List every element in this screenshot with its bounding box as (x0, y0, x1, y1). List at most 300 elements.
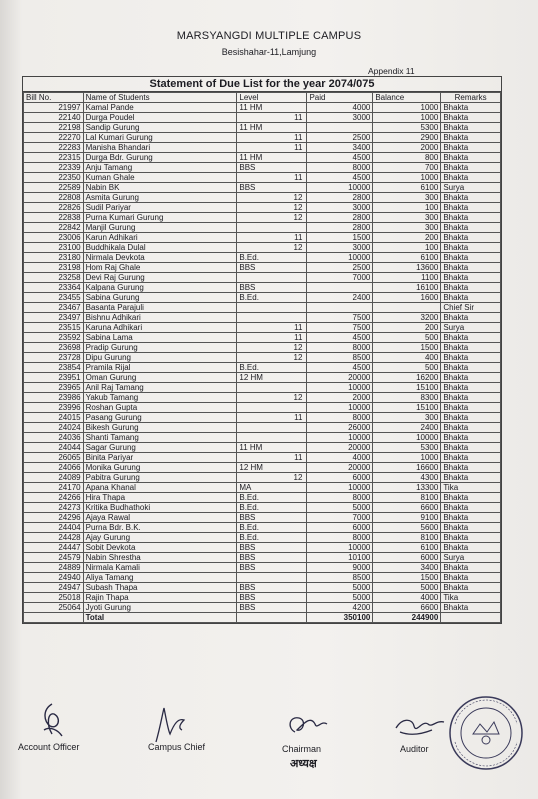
remarks-cell: Bhakta (441, 493, 501, 503)
table-row (24, 513, 501, 523)
level-cell (237, 273, 307, 283)
level-cell (237, 223, 307, 233)
remarks-cell: Bhakta (441, 203, 501, 213)
level-cell (237, 113, 307, 123)
paid-cell: 26000 (307, 423, 373, 433)
table-row (24, 523, 501, 533)
remarks-cell: Surya (441, 323, 501, 333)
student-name-cell: Nirmala Devkota (83, 253, 237, 263)
remarks-cell: Bhakta (441, 503, 501, 513)
balance-cell: 1500 (373, 343, 441, 353)
level-number: 12 (293, 243, 303, 252)
bill-no-cell: 24428 (24, 533, 84, 543)
balance-cell: 100 (373, 243, 441, 253)
student-name-cell: Hira Thapa (83, 493, 237, 503)
table-row (24, 273, 501, 283)
paid-cell: 10000 (307, 403, 373, 413)
table-row (24, 463, 501, 473)
balance-cell: 5300 (373, 123, 441, 133)
col-balance: Balance (373, 93, 441, 103)
bill-no-cell: 23951 (24, 373, 84, 383)
bill-no-cell: 24940 (24, 573, 84, 583)
balance-cell: 200 (373, 233, 441, 243)
student-name-cell: Karuna Adhikari (83, 323, 237, 333)
student-name-cell: Kuman Ghale (83, 173, 237, 183)
remarks-cell: Tika (441, 483, 501, 493)
table-row (24, 543, 501, 553)
paid-cell: 5000 (307, 593, 373, 603)
level-cell (237, 193, 307, 203)
remarks-cell: Bhakta (441, 253, 501, 263)
paid-cell: 10000 (307, 433, 373, 443)
level-number: 12 (293, 193, 303, 202)
remarks-cell: Bhakta (441, 333, 501, 343)
paid-cell: 20000 (307, 373, 373, 383)
bill-no-cell: 25018 (24, 593, 84, 603)
student-name-cell: Sudil Pariyar (83, 203, 237, 213)
balance-cell: 400 (373, 353, 441, 363)
paid-cell: 3400 (307, 143, 373, 153)
paid-cell: 2800 (307, 193, 373, 203)
paid-cell: 8000 (307, 493, 373, 503)
balance-cell: 9100 (373, 513, 441, 523)
table-row (24, 393, 501, 403)
level-cell (237, 143, 307, 153)
paid-cell: 10100 (307, 553, 373, 563)
col-bill-no: Bill No. (24, 93, 84, 103)
student-name-cell: Roshan Gupta (83, 403, 237, 413)
bill-no-cell: 22842 (24, 223, 84, 233)
student-name-cell: Bishnu Adhikari (83, 313, 237, 323)
bill-no-cell: 23996 (24, 403, 84, 413)
student-name-cell: Kalpana Gurung (83, 283, 237, 293)
student-name-cell: Durga Bdr. Gurung (83, 153, 237, 163)
student-name-cell: Nabin BK (83, 183, 237, 193)
bill-no-cell: 24036 (24, 433, 84, 443)
auditor-label: Auditor (400, 744, 429, 754)
paid-cell: 7500 (307, 323, 373, 333)
remarks-cell: Chief Sir (441, 303, 501, 313)
table-row (24, 203, 501, 213)
student-name-cell: Pramila Rijal (83, 363, 237, 373)
bill-no-cell: 22350 (24, 173, 84, 183)
balance-cell: 16100 (373, 283, 441, 293)
table-row (24, 223, 501, 233)
total-remarks-cell (441, 613, 501, 623)
bill-no-cell: 22808 (24, 193, 84, 203)
level-cell: 11 HM (237, 123, 307, 133)
table-row (24, 383, 501, 393)
balance-cell: 2400 (373, 423, 441, 433)
level-cell: BBS (237, 583, 307, 593)
level-cell: 12 HM (237, 373, 307, 383)
bill-no-cell: 22315 (24, 153, 84, 163)
level-number: 11 (294, 113, 303, 122)
bill-no-cell: 22140 (24, 113, 84, 123)
balance-cell: 6100 (373, 543, 441, 553)
paid-cell: 4500 (307, 173, 373, 183)
level-cell: B.Ed. (237, 533, 307, 543)
bill-no-cell: 23728 (24, 353, 84, 363)
bill-no-cell: 24024 (24, 423, 84, 433)
remarks-cell: Bhakta (441, 273, 501, 283)
table-row (24, 263, 501, 273)
table-row (24, 103, 501, 113)
paid-cell: 8000 (307, 163, 373, 173)
paid-cell: 10000 (307, 543, 373, 553)
remarks-cell: Bhakta (441, 463, 501, 473)
remarks-cell: Bhakta (441, 163, 501, 173)
balance-cell: 8300 (373, 393, 441, 403)
table-row (24, 593, 501, 603)
balance-cell: 10000 (373, 433, 441, 443)
paid-cell: 6000 (307, 523, 373, 533)
paid-cell: 9000 (307, 563, 373, 573)
balance-cell: 1000 (373, 103, 441, 113)
total-bill-cell (24, 613, 84, 623)
balance-cell: 3200 (373, 313, 441, 323)
bill-no-cell: 24296 (24, 513, 84, 523)
bill-no-cell: 24447 (24, 543, 84, 553)
bill-no-cell: 23364 (24, 283, 84, 293)
bill-no-cell: 24066 (24, 463, 84, 473)
balance-cell: 4300 (373, 473, 441, 483)
student-name-cell: Pasang Gurung (83, 413, 237, 423)
balance-cell: 6100 (373, 253, 441, 263)
level-cell (237, 423, 307, 433)
level-cell: 12 HM (237, 463, 307, 473)
remarks-cell: Bhakta (441, 153, 501, 163)
student-name-cell: Aliya Tamang (83, 573, 237, 583)
balance-cell: 2900 (373, 133, 441, 143)
statement-title: Statement of Due List for the year 2074/075 (23, 77, 501, 92)
balance-cell: 5000 (373, 583, 441, 593)
table-row (24, 553, 501, 563)
remarks-cell: Tika (441, 593, 501, 603)
level-number: 12 (293, 343, 303, 352)
auditor-signature-icon (392, 712, 447, 740)
bill-no-cell: 22589 (24, 183, 84, 193)
paid-cell: 1500 (307, 233, 373, 243)
balance-cell: 16600 (373, 463, 441, 473)
level-number: 12 (293, 213, 303, 222)
balance-cell (373, 303, 441, 313)
student-name-cell: Nabin Shrestha (83, 553, 237, 563)
level-cell: 11 HM (237, 443, 307, 453)
table-row (24, 473, 501, 483)
student-name-cell: Durga Poudel (83, 113, 237, 123)
level-cell (237, 243, 307, 253)
table-row (24, 183, 501, 193)
col-name: Name of Students (83, 93, 237, 103)
student-name-cell: Oman Gurung (83, 373, 237, 383)
remarks-cell: Bhakta (441, 533, 501, 543)
table-row (24, 353, 501, 363)
level-cell: 11 HM (237, 103, 307, 113)
balance-cell: 8100 (373, 533, 441, 543)
level-number: 11 (294, 173, 303, 182)
student-name-cell: Hom Raj Ghale (83, 263, 237, 273)
paid-cell: 3000 (307, 113, 373, 123)
remarks-cell: Bhakta (441, 113, 501, 123)
total-label: Total (83, 613, 237, 623)
level-cell (237, 313, 307, 323)
remarks-cell: Bhakta (441, 583, 501, 593)
remarks-cell: Bhakta (441, 133, 501, 143)
bill-no-cell: 22838 (24, 213, 84, 223)
level-cell: BBS (237, 283, 307, 293)
table-row (24, 503, 501, 513)
balance-cell: 16200 (373, 373, 441, 383)
account-officer-label: Account Officer (18, 742, 80, 752)
level-cell: B.Ed. (237, 523, 307, 533)
table-row (24, 443, 501, 453)
balance-cell: 1000 (373, 453, 441, 463)
paid-cell: 2500 (307, 263, 373, 273)
table-header-row (24, 93, 501, 103)
level-number: 12 (293, 393, 303, 402)
bill-no-cell: 23180 (24, 253, 84, 263)
bill-no-cell: 24273 (24, 503, 84, 513)
remarks-cell: Bhakta (441, 423, 501, 433)
balance-cell: 500 (373, 363, 441, 373)
bill-no-cell: 23698 (24, 343, 84, 353)
remarks-cell: Bhakta (441, 413, 501, 423)
table-row (24, 173, 501, 183)
level-cell: 11 HM (237, 153, 307, 163)
remarks-cell: Bhakta (441, 383, 501, 393)
remarks-cell: Bhakta (441, 213, 501, 223)
account-officer-signature-icon (38, 700, 68, 740)
col-remarks: Remarks (441, 93, 501, 103)
bill-no-cell: 24404 (24, 523, 84, 533)
table-row (24, 253, 501, 263)
paid-cell: 4200 (307, 603, 373, 613)
level-number: 11 (294, 233, 303, 242)
level-cell (237, 573, 307, 583)
student-name-cell: Kamal Pande (83, 103, 237, 113)
balance-cell: 6100 (373, 183, 441, 193)
remarks-cell: Bhakta (441, 233, 501, 243)
bill-no-cell: 24044 (24, 443, 84, 453)
remarks-cell: Surya (441, 553, 501, 563)
paid-cell: 4500 (307, 333, 373, 343)
level-number: 11 (294, 453, 303, 462)
remarks-cell: Bhakta (441, 343, 501, 353)
bill-no-cell: 24889 (24, 563, 84, 573)
bill-no-cell: 25064 (24, 603, 84, 613)
table-row (24, 193, 501, 203)
table-row (24, 373, 501, 383)
bill-no-cell: 23986 (24, 393, 84, 403)
balance-cell: 1500 (373, 573, 441, 583)
balance-cell: 1600 (373, 293, 441, 303)
table-row (24, 533, 501, 543)
balance-cell: 6600 (373, 503, 441, 513)
bill-no-cell: 24579 (24, 553, 84, 563)
total-row (24, 613, 501, 623)
student-name-cell: Nirmala Kamali (83, 563, 237, 573)
campus-chief-label: Campus Chief (148, 742, 206, 752)
table-body (24, 103, 501, 613)
paid-cell: 10000 (307, 383, 373, 393)
level-cell (237, 403, 307, 413)
level-number: 11 (294, 413, 303, 422)
table-row (24, 493, 501, 503)
bill-no-cell: 23592 (24, 333, 84, 343)
bill-no-cell: 23965 (24, 383, 84, 393)
remarks-cell: Bhakta (441, 453, 501, 463)
table-row (24, 213, 501, 223)
remarks-cell: Bhakta (441, 123, 501, 133)
level-number: 11 (294, 143, 303, 152)
balance-cell: 700 (373, 163, 441, 173)
level-cell: BBS (237, 183, 307, 193)
remarks-cell: Bhakta (441, 563, 501, 573)
appendix-label: Appendix 11 (368, 66, 415, 76)
remarks-cell: Bhakta (441, 573, 501, 583)
level-cell (237, 473, 307, 483)
paid-cell: 2800 (307, 223, 373, 233)
balance-cell: 2000 (373, 143, 441, 153)
student-name-cell: Sagar Gurung (83, 443, 237, 453)
paid-cell: 10000 (307, 483, 373, 493)
remarks-cell: Bhakta (441, 523, 501, 533)
balance-cell: 13600 (373, 263, 441, 273)
balance-cell: 100 (373, 203, 441, 213)
level-cell (237, 413, 307, 423)
paid-cell: 8000 (307, 533, 373, 543)
bill-no-cell: 26065 (24, 453, 84, 463)
bill-no-cell: 22198 (24, 123, 84, 133)
level-cell (237, 323, 307, 333)
bill-no-cell: 23497 (24, 313, 84, 323)
paid-cell: 10000 (307, 253, 373, 263)
student-name-cell: Dipu Gurung (83, 353, 237, 363)
bill-no-cell: 22283 (24, 143, 84, 153)
student-name-cell: Ajaya Rawal (83, 513, 237, 523)
level-cell: B.Ed. (237, 293, 307, 303)
bill-no-cell: 24170 (24, 483, 84, 493)
total-level-cell (237, 613, 307, 623)
due-list-sheet (22, 76, 502, 624)
level-number: 12 (293, 203, 303, 212)
remarks-cell: Bhakta (441, 293, 501, 303)
bill-no-cell: 22339 (24, 163, 84, 173)
college-address: Besishahar-11,Lamjung (221, 47, 317, 57)
paid-cell: 4500 (307, 153, 373, 163)
paid-cell: 20000 (307, 443, 373, 453)
chairman-nepali-label: अध्यक्ष (290, 758, 317, 770)
remarks-cell: Surya (441, 183, 501, 193)
remarks-cell: Bhakta (441, 543, 501, 553)
remarks-cell: Bhakta (441, 603, 501, 613)
bill-no-cell: 22826 (24, 203, 84, 213)
student-name-cell: Ajay Gurung (83, 533, 237, 543)
table-row (24, 313, 501, 323)
bill-no-cell: 24266 (24, 493, 84, 503)
table-row (24, 583, 501, 593)
balance-cell: 1100 (373, 273, 441, 283)
paid-cell: 6000 (307, 473, 373, 483)
balance-cell: 6600 (373, 603, 441, 613)
level-cell: BBS (237, 553, 307, 563)
remarks-cell: Bhakta (441, 103, 501, 113)
bill-no-cell: 23258 (24, 273, 84, 283)
col-level: Level (237, 93, 307, 103)
table-row (24, 283, 501, 293)
paid-cell: 4500 (307, 363, 373, 373)
student-name-cell: Devi Raj Gurung (83, 273, 237, 283)
table-row (24, 233, 501, 243)
bill-no-cell: 23100 (24, 243, 84, 253)
bill-no-cell: 23515 (24, 323, 84, 333)
campus-seal-icon (447, 694, 525, 772)
table-row (24, 123, 501, 133)
level-cell (237, 393, 307, 403)
table-row (24, 333, 501, 343)
remarks-cell: Bhakta (441, 223, 501, 233)
level-cell: BBS (237, 563, 307, 573)
table-row (24, 113, 501, 123)
level-cell (237, 133, 307, 143)
balance-cell: 300 (373, 193, 441, 203)
bill-no-cell: 23455 (24, 293, 84, 303)
remarks-cell: Bhakta (441, 173, 501, 183)
student-name-cell: Purna Kumari Gurung (83, 213, 237, 223)
level-number: 12 (293, 353, 303, 362)
student-name-cell: Karun Adhikari (83, 233, 237, 243)
remarks-cell: Bhakta (441, 353, 501, 363)
total-balance: 244900 (373, 613, 441, 623)
balance-cell: 300 (373, 413, 441, 423)
level-cell: BBS (237, 543, 307, 553)
paid-cell: 2000 (307, 393, 373, 403)
level-cell (237, 343, 307, 353)
table-row (24, 323, 501, 333)
student-name-cell: Binita Pariyar (83, 453, 237, 463)
level-number: 11 (294, 333, 303, 342)
col-paid: Paid (307, 93, 373, 103)
chairman-signature-icon (285, 710, 330, 740)
student-name-cell: Rajin Thapa (83, 593, 237, 603)
remarks-cell: Bhakta (441, 403, 501, 413)
level-number: 11 (294, 133, 303, 142)
paid-cell (307, 283, 373, 293)
paid-cell: 3000 (307, 243, 373, 253)
student-name-cell: Manisha Bhandari (83, 143, 237, 153)
bill-no-cell: 22270 (24, 133, 84, 143)
bill-no-cell: 21997 (24, 103, 84, 113)
balance-cell: 1000 (373, 173, 441, 183)
remarks-cell: Bhakta (441, 313, 501, 323)
level-cell: BBS (237, 163, 307, 173)
level-cell: B.Ed. (237, 493, 307, 503)
table-row (24, 433, 501, 443)
level-cell: B.Ed. (237, 503, 307, 513)
student-name-cell: Buddhikala Dulal (83, 243, 237, 253)
paid-cell: 8000 (307, 413, 373, 423)
balance-cell: 8100 (373, 493, 441, 503)
paid-cell: 4000 (307, 453, 373, 463)
balance-cell: 300 (373, 223, 441, 233)
bill-no-cell: 24089 (24, 473, 84, 483)
student-name-cell: Bikesh Gurung (83, 423, 237, 433)
bill-no-cell: 23467 (24, 303, 84, 313)
paid-cell: 20000 (307, 463, 373, 473)
table-row (24, 413, 501, 423)
balance-cell: 15100 (373, 383, 441, 393)
